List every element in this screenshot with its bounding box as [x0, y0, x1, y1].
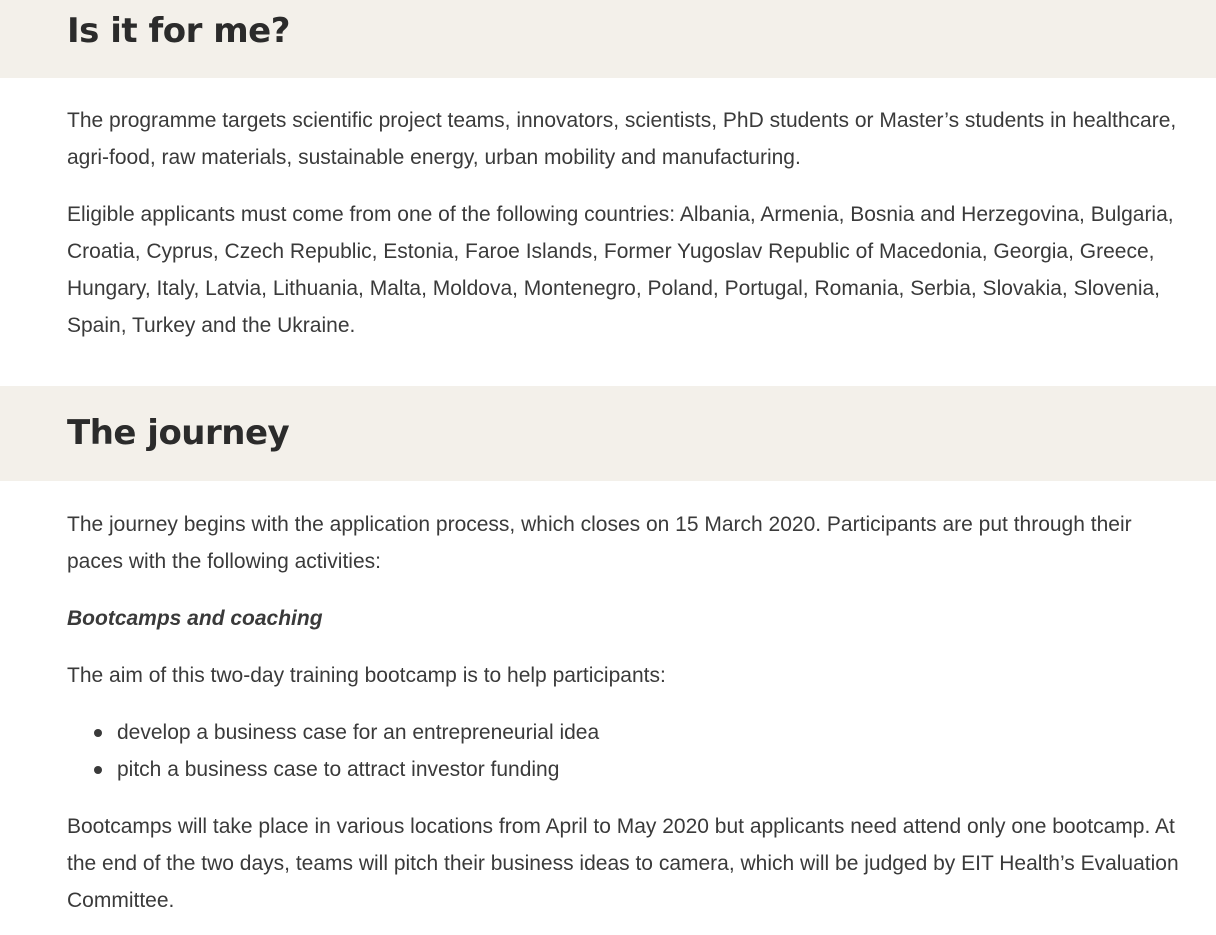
- bootcamp-goals-list: [67, 714, 1188, 788]
- heading-the-journey: The journey: [67, 413, 290, 453]
- bullet-icon: [94, 729, 102, 737]
- list-item-text: develop a business case for an entrepreneurial idea: [117, 721, 600, 744]
- heading-is-it-for-me: Is it for me?: [67, 11, 290, 51]
- journey-intro-paragraph: The journey begins with the application process, which closes on 15 March 2020. Participants are put through their paces with the following activities:: [67, 513, 1132, 573]
- eligible-countries-paragraph: Eligible applicants must come from one of the following countries: Albania, Armenia, Bosnia and Herzegovina, Bulgaria, Croatia, Cyprus, Czech Republic, Estonia, Faroe Islands, Former Yugoslav Republic of Macedonia, Georgia, Greece, Hungary, Italy, Latvia, Lithuania, Malta, Moldova, Montenegro, Poland, Portugal, Romania, Serbia, Slovakia, Slovenia, Spain, Turkey and the Ukraine.: [67, 203, 1174, 337]
- bootcamp-aim-paragraph: The aim of this two-day training bootcamp is to help participants:: [67, 664, 666, 687]
- bootcamp-details-paragraph: Bootcamps will take place in various locations from April to May 2020 but applicants need attend only one bootcamp. At the end of the two days, teams will pitch their business ideas to camera, which will be judged by EIT Health’s Evaluation Committee.: [67, 815, 1179, 912]
- list-item: [117, 751, 1188, 788]
- eligibility-section: [0, 78, 1216, 344]
- section-spacer: [0, 344, 1216, 386]
- bullet-icon: [94, 766, 102, 774]
- journey-section: [0, 481, 1216, 919]
- list-item: [117, 714, 1188, 751]
- bootcamps-subheading: Bootcamps and coaching: [67, 607, 323, 630]
- section-header-journey: [0, 386, 1216, 481]
- section-header-eligibility: [0, 0, 1216, 78]
- target-audience-paragraph: The programme targets scientific project teams, innovators, scientists, PhD students or Master’s students in healthcare, agri-food, raw materials, sustainable energy, urban mobility and manufacturing.: [67, 109, 1177, 169]
- list-item-text: pitch a business case to attract investor funding: [117, 758, 560, 781]
